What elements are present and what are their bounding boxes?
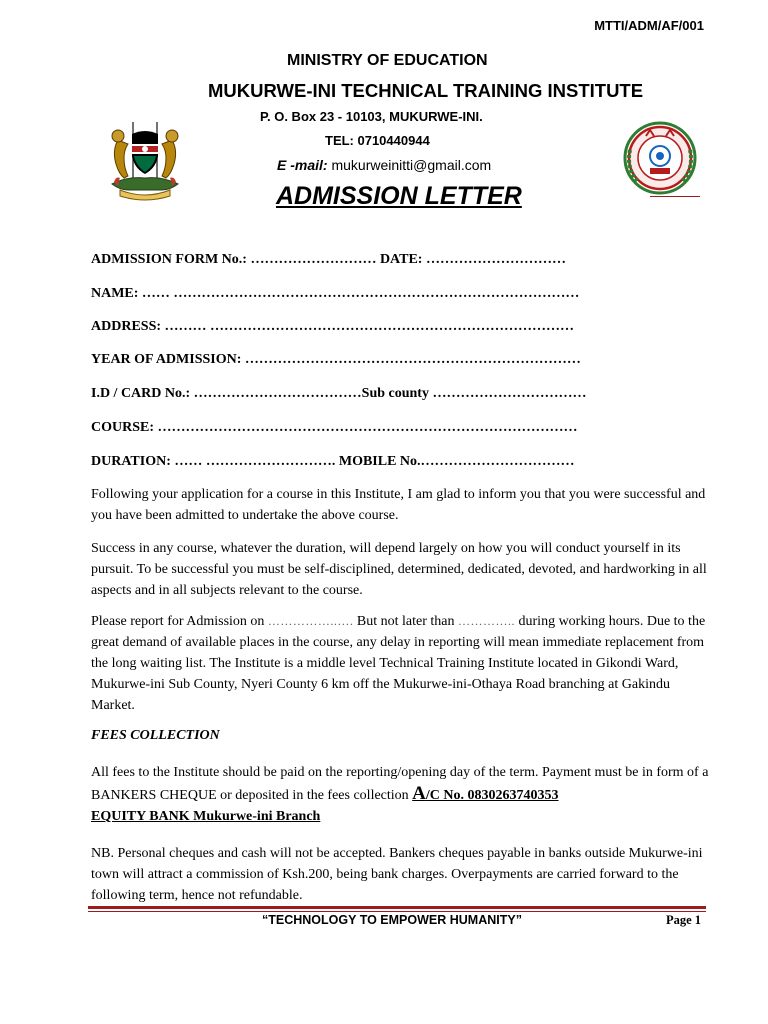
duration-mobile-field: DURATION: …… ………………………. MOBILE No.……………………………: [91, 454, 575, 469]
email-line: [277, 157, 491, 173]
telephone: TEL: 0710440944: [325, 133, 430, 148]
coat-of-arms-logo: [104, 120, 186, 202]
institute-name: MUKURWE-INI TECHNICAL TRAINING INSTITUTE: [208, 80, 644, 101]
fees-collection-heading: FEES COLLECTION: [91, 728, 220, 743]
report-deadline-blank: …………..: [458, 614, 516, 628]
paragraph-application: Following your application for a course in this Institute, I am glad to inform you that you were successful and you have been admitted to undertake the above course.: [91, 487, 706, 523]
email-address: mukurweinitti@gmail.com: [331, 157, 492, 173]
email-label: E -mail:: [277, 157, 328, 173]
fees-text: All fees to the Institute should be paid on the reporting/opening day of the term. Payment must be in form of a BANKERS CHEQUE or deposited in the fees collection: [91, 765, 709, 803]
report-text-middle: But not later than: [356, 614, 455, 629]
paragraph-fees: [91, 762, 711, 827]
page-title: ADMISSION LETTER: [276, 182, 522, 210]
bank-name: EQUITY BANK Mukurwe-ini Branch: [91, 809, 321, 824]
ministry-heading: MINISTRY OF EDUCATION: [287, 52, 488, 69]
paragraph-nb: NB. Personal cheques and cash will not be accepted. Bankers cheques payable in banks outside Mukurwe-ini town will attract a commission of Ksh.200, being bank charges. Overpayments are carried forward to the following term, hence not refundable.: [91, 846, 703, 903]
institute-seal-logo: [620, 120, 700, 198]
report-text-start: Please report for Admission on: [91, 614, 265, 629]
account-number: A/C No. 0830263740353: [412, 783, 559, 804]
seal-underline: [650, 196, 700, 197]
page-number: Page 1: [666, 913, 702, 927]
footer-rule-thin: [88, 911, 706, 912]
document-reference: MTTI/ADM/AF/001: [594, 18, 704, 33]
year-of-admission-field: YEAR OF ADMISSION: ………………………………………………………………: [91, 352, 581, 367]
course-field: COURSE: ………………………………………………………………………………: [91, 420, 578, 435]
paragraph-success: Success in any course, whatever the duration, will depend largely on how you will conduct yourself in its pursuit. To be successful you must be self-disciplined, determined, dedicated, devoted, and hardworking in all aspects and in all subjects relevant to the course.: [91, 541, 707, 598]
paragraph-report: [91, 611, 711, 716]
footer-rule: [88, 906, 706, 909]
name-field: NAME: …… ……………………………………………………………………………: [91, 286, 580, 301]
admission-form-date-field: ADMISSION FORM No.: ……………………… DATE: …………………………: [91, 252, 566, 267]
footer-motto: “TECHNOLOGY TO EMPOWER HUMANITY”: [262, 913, 522, 927]
id-card-subcounty-field: I.D / CARD No.: ………………………………Sub county ……………………………: [91, 386, 587, 401]
report-date-blank: ……………..….: [267, 614, 354, 628]
address-field: ADDRESS: ……… ……………………………………………………………………: [91, 319, 575, 334]
report-text-end: during working hours. Due to the great demand of available places in the course, any delay in reporting will mean immediate replacement from the long waiting list. The Institute is a middle level Technical Training Institute located in Gikondi Ward, Mukurwe-ini Sub County, Nyeri County 6 km off the Mukurwe-ini-Othaya Road branching at Gakindu Market.: [91, 614, 706, 713]
postal-address: P. O. Box 23 - 10103, MUKURWE-INI.: [260, 109, 483, 124]
